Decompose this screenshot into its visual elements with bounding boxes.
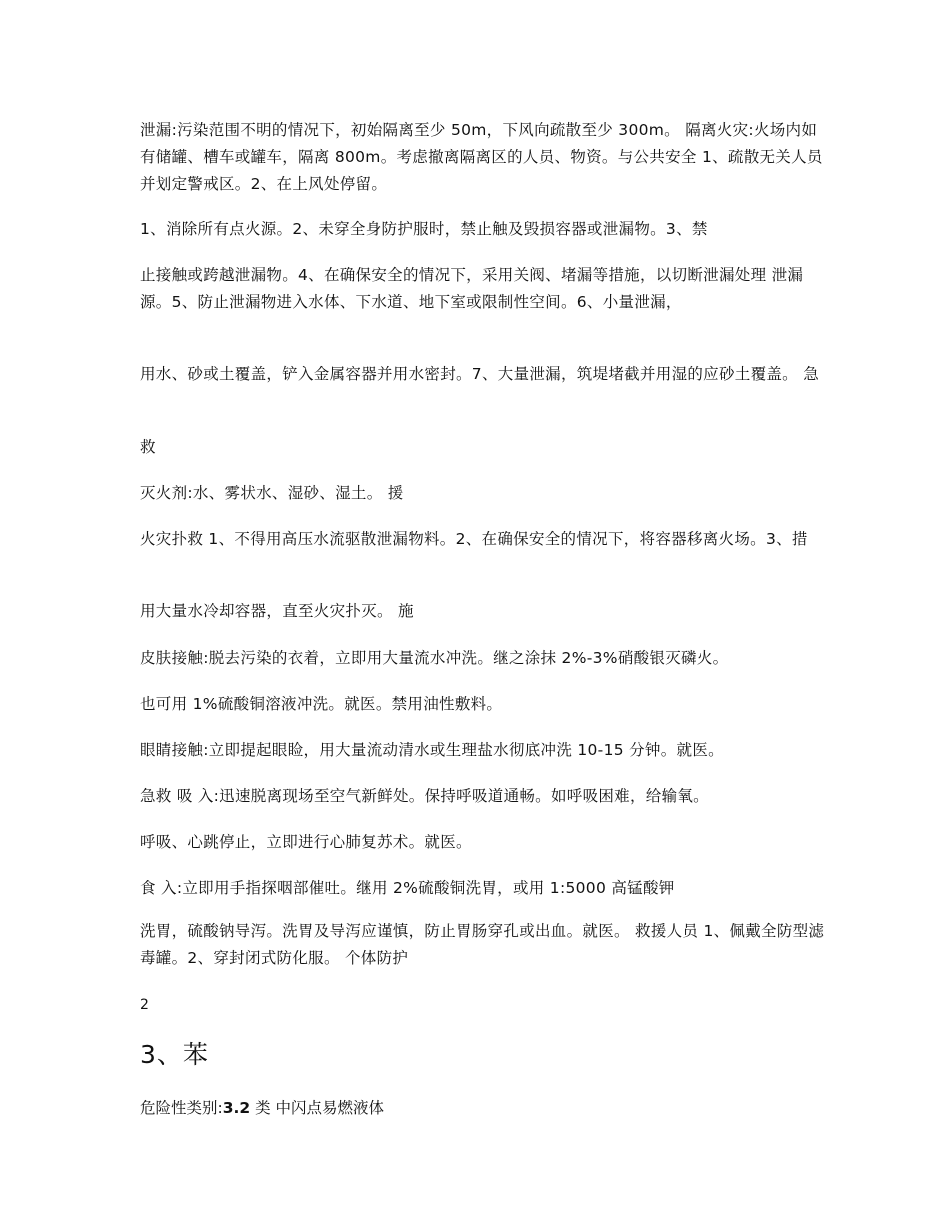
paragraph-inhalation-2: 呼吸、心跳停止，立即进行心肺复苏术。就医。 (140, 833, 472, 851)
hazard-class-label: 危险性类别: (140, 1099, 223, 1117)
paragraph-leak-step-1: 1、消除所有点火源。2、未穿全身防护服时，禁止触及毁损容器或泄漏物。3、禁 (140, 220, 708, 238)
paragraph-inhalation: 急救 吸 入:迅速脱离现场至空气新鲜处。保持呼吸道通畅。如呼吸困难，给输氧。 (140, 787, 709, 805)
paragraph-skin-contact-2: 也可用 1%硫酸铜溶液冲洗。就医。禁用油性敷料。 (140, 695, 503, 713)
paragraph-skin-contact: 皮肤接触:脱去污染的衣着，立即用大量流水冲洗。继之涂抹 2%-3%硝酸银灭磷火。 (140, 649, 729, 667)
hazard-class-description: 类 中闪点易燃液体 (250, 1099, 385, 1117)
paragraph-leak-isolation: 泄漏:污染范围不明的情况下，初始隔离至少 50m，下风向疏散至少 300m。 隔离火灾:火场内如有储罐、槽车或罐车，隔离 800m。考虑撤离隔离区的人员、物资。与公共安全 1、疏散无关人员并划定警戒区。2、在上风处停留。 (140, 121, 823, 193)
paragraph-side-label-jiu: 救 (140, 438, 156, 456)
paragraph-extinguishing-agent: 灭火剂:水、雾状水、湿砂、湿土。 援 (140, 484, 404, 502)
page-number: 2 (140, 997, 150, 1013)
hazard-class-value: 3.2 (222, 1099, 251, 1117)
hazard-class-line (140, 1095, 384, 1122)
paragraph-ingestion: 食 入:立即用手指探咽部催吐。继用 2%硫酸铜洗胃，或用 1:5000 高锰酸钾 (140, 879, 675, 897)
paragraph-fire-fighting: 火灾扑救 1、不得用高压水流驱散泄漏物料。2、在确保安全的情况下，将容器移离火场。3、措 (140, 530, 808, 548)
paragraph-leak-step-3: 用水、砂或土覆盖，铲入金属容器并用水密封。7、大量泄漏，筑堤堵截并用湿的应砂土覆盖。 急 (140, 365, 819, 383)
paragraph-ingestion-2: 洗胃，硫酸钠导泻。洗胃及导泻应谨慎，防止胃肠穿孔或出血。就医。 救援人员 1、佩戴全防型滤毒罐。2、穿封闭式防化服。 个体防护 (140, 922, 825, 967)
section-heading: 3、苯 (140, 1040, 209, 1069)
paragraph-cooling: 用大量水冷却容器，直至火灾扑灭。 施 (140, 602, 414, 620)
paragraph-leak-step-2: 止接触或跨越泄漏物。4、在确保安全的情况下，采用关阀、堵漏等措施，以切断泄漏处理 泄漏源。5、防止泄漏物进入水体、下水道、地下室或限制性空间。6、小量泄漏， (140, 266, 804, 311)
paragraph-eye-contact: 眼睛接触:立即提起眼睑，用大量流动清水或生理盐水彻底冲洗 10-15 分钟。就医。 (140, 741, 724, 759)
